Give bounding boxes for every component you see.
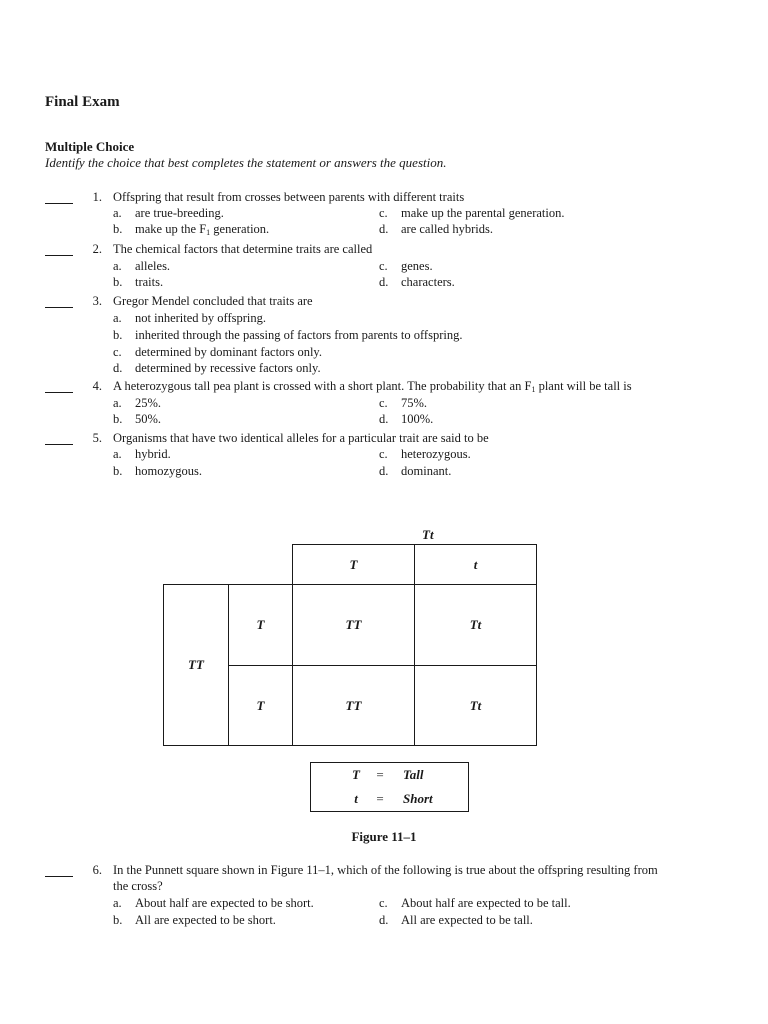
question-stem: Gregor Mendel concluded that traits are	[113, 294, 313, 308]
question-stem: Organisms that have two identical alleles for a particular trait are said to be	[113, 431, 489, 445]
option-letter: d.	[379, 275, 389, 289]
instructions: Identify the choice that best completes the statement or answers the question.	[45, 155, 447, 170]
option-letter: d.	[379, 222, 389, 236]
option-text: heterozygous.	[401, 447, 471, 461]
option-text: genes.	[401, 259, 433, 273]
question-number: 4.	[92, 379, 102, 393]
option-letter: b.	[113, 222, 123, 236]
option-text: homozygous.	[135, 464, 203, 478]
offspring-cell: TT	[292, 665, 415, 746]
legend-meaning: Tall	[403, 767, 424, 782]
subscript: 1	[531, 385, 536, 394]
legend-equals: =	[376, 791, 384, 806]
option-text: 75%.	[401, 396, 428, 410]
option-text: All are expected to be tall.	[401, 913, 533, 927]
legend-row	[311, 791, 468, 809]
option-text: About half are expected to be tall.	[401, 896, 571, 910]
figure-caption: Figure 11–1	[351, 829, 417, 844]
option-text: All are expected to be short.	[135, 913, 276, 927]
option-letter: c.	[113, 345, 122, 359]
option-letter: c.	[379, 206, 388, 220]
option-letter: d.	[113, 361, 123, 375]
option-letter: b.	[113, 275, 123, 289]
answer-blank[interactable]	[45, 380, 73, 393]
answer-blank[interactable]	[45, 191, 73, 204]
option-letter: d.	[379, 913, 389, 927]
option-text: determined by dominant factors only.	[135, 345, 322, 359]
parent-left-genotype: TT	[163, 584, 229, 746]
option-letter: a.	[113, 447, 122, 461]
answer-blank[interactable]	[45, 295, 73, 308]
question-stem: The chemical factors that determine traits are called	[113, 242, 373, 256]
offspring-cell: TT	[292, 584, 415, 666]
option-letter: c.	[379, 396, 388, 410]
option-text: determined by recessive factors only.	[135, 361, 321, 375]
option-text: dominant.	[401, 464, 452, 478]
option-letter: c.	[379, 447, 388, 461]
option-letter: a.	[113, 311, 122, 325]
legend-equals: =	[376, 767, 384, 782]
answer-blank[interactable]	[45, 243, 73, 256]
question-stem-continued: the cross?	[113, 879, 163, 893]
option-letter: d.	[379, 412, 389, 426]
allele-header-top: t	[414, 544, 537, 585]
option-letter: c.	[379, 896, 388, 910]
option-text: inherited through the passing of factors from parents to offspring.	[135, 328, 463, 342]
option-letter: b.	[113, 464, 123, 478]
section-heading: Multiple Choice	[45, 139, 135, 154]
figure-legend	[310, 762, 469, 812]
question-number: 5.	[92, 431, 102, 445]
legend-row	[311, 767, 468, 785]
answer-blank[interactable]	[45, 432, 73, 445]
option-text: traits.	[135, 275, 164, 289]
option-text: About half are expected to be short.	[135, 896, 314, 910]
option-text: hybrid.	[135, 447, 171, 461]
legend-meaning: Short	[403, 791, 433, 806]
legend-symbol: t	[354, 791, 358, 806]
option-text: are called hybrids.	[401, 222, 493, 236]
question-number: 6.	[92, 863, 102, 877]
option-text: 25%.	[135, 396, 162, 410]
legend-symbol: T	[352, 767, 360, 782]
option-letter: d.	[379, 464, 389, 478]
allele-header-top: T	[292, 544, 415, 585]
question-stem: In the Punnett square shown in Figure 11–1, which of the following is true about the offspring resulting from	[113, 863, 658, 877]
option-text: make up the parental generation.	[401, 206, 565, 220]
option-letter: b.	[113, 412, 123, 426]
exam-title: Final Exam	[45, 94, 120, 110]
allele-header-left: T	[228, 665, 293, 746]
option-letter: a.	[113, 206, 122, 220]
option-letter: a.	[113, 896, 122, 910]
option-text: 50%.	[135, 412, 162, 426]
parent-top-genotype: Tt	[422, 527, 434, 542]
question-stem: Offspring that result from crosses between parents with different traits	[113, 190, 465, 204]
question-number: 3.	[92, 294, 102, 308]
option-text: alleles.	[135, 259, 171, 273]
question-number: 1.	[92, 190, 102, 204]
option-letter: b.	[113, 328, 123, 342]
option-letter: a.	[113, 396, 122, 410]
option-text: not inherited by offspring.	[135, 311, 266, 325]
option-text: make up the $F_1$ generation.	[135, 222, 270, 237]
question-1	[0, 189, 768, 237]
answer-blank[interactable]	[45, 864, 73, 877]
option-text: are true-breeding.	[135, 206, 224, 220]
option-letter: a.	[113, 259, 122, 273]
allele-header-left: T	[228, 584, 293, 666]
option-letter: c.	[379, 259, 388, 273]
question-number: 2.	[92, 242, 102, 256]
offspring-cell: Tt	[414, 665, 537, 746]
option-text: 100%.	[401, 412, 434, 426]
option-text: characters.	[401, 275, 455, 289]
option-letter: b.	[113, 913, 123, 927]
subscript: 1	[206, 228, 211, 237]
offspring-cell: Tt	[414, 584, 537, 666]
question-stem: A heterozygous tall pea plant is crossed with a short plant. The probability that an $F_1$ plant will be tall is	[113, 379, 632, 394]
